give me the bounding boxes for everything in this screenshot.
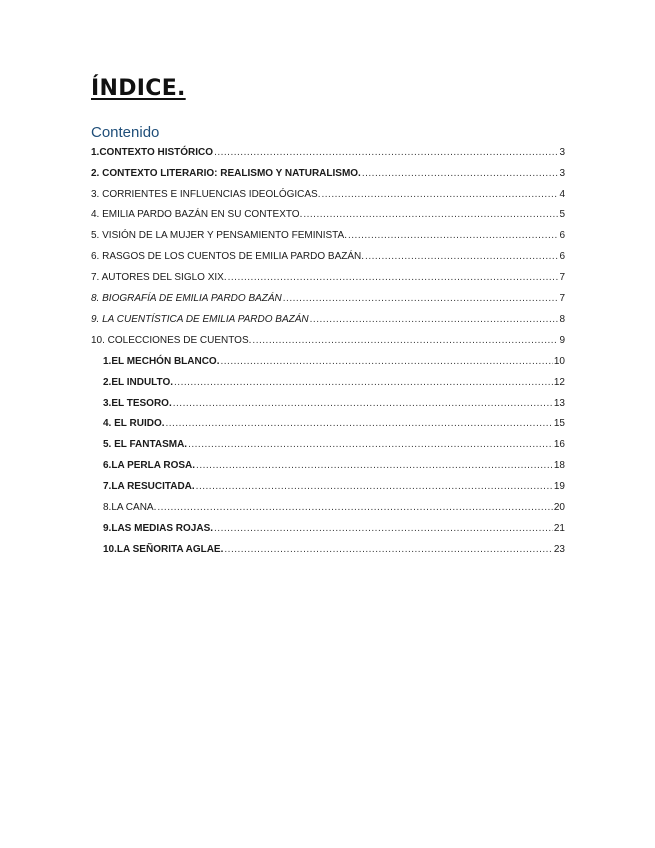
toc-entry-page: 9 — [559, 335, 565, 346]
toc-entry-label: 3. CORRIENTES E INFLUENCIAS IDEOLÓGICAS. — [91, 189, 321, 200]
toc-entry-label: 8. BIOGRAFÍA DE EMILIA PARDO BAZÁN — [91, 293, 282, 304]
dot-leader — [283, 293, 559, 305]
toc-entry-label: 7.LA RESUCITADA. — [103, 481, 195, 492]
dot-leader — [348, 230, 558, 242]
toc-entry-page: 8 — [559, 314, 565, 325]
dot-leader — [221, 356, 553, 368]
toc-entry-label: 6. RASGOS DE LOS CUENTOS DE EMILIA PARDO BAZÁN. — [91, 251, 365, 262]
toc-entry[interactable] — [103, 375, 565, 389]
toc-entry[interactable] — [103, 396, 565, 410]
toc-entry-label: 2. CONTEXTO LITERARIO: REALISMO Y NATURALISMO. — [91, 168, 361, 179]
toc-entry-page: 6 — [559, 251, 565, 262]
toc-entry-page: 16 — [553, 439, 565, 450]
toc-entry[interactable] — [91, 228, 565, 242]
dot-leader — [196, 460, 553, 472]
toc-entry[interactable] — [91, 312, 565, 326]
toc-entry[interactable] — [91, 291, 565, 305]
toc-entry-page: 5 — [559, 209, 565, 220]
toc-entry[interactable] — [103, 500, 565, 514]
toc-entry-page: 21 — [553, 523, 565, 534]
dot-leader — [214, 523, 553, 535]
toc-entry-label: 6.LA PERLA ROSA. — [103, 460, 196, 471]
dot-leader — [166, 418, 553, 430]
toc-entry[interactable] — [91, 145, 565, 159]
dot-leader — [362, 168, 559, 180]
toc-entry-label: 3.EL TESORO. — [103, 398, 172, 409]
toc-entry-page: 6 — [559, 230, 565, 241]
dot-leader — [188, 439, 553, 451]
dot-leader — [224, 544, 552, 556]
dot-leader — [173, 398, 553, 410]
toc-entry[interactable] — [91, 166, 565, 180]
toc-entry[interactable] — [103, 479, 565, 493]
dot-leader — [365, 251, 558, 263]
index-title: ÍNDICE. — [91, 76, 186, 101]
toc-entry-page: 7 — [559, 293, 565, 304]
toc-entry[interactable] — [91, 333, 565, 347]
toc-entry-page: 3 — [559, 147, 565, 158]
toc-entry-label: 10. COLECCIONES DE CUENTOS. — [91, 335, 252, 346]
toc-entry[interactable] — [103, 354, 565, 368]
dot-leader — [310, 314, 559, 326]
toc-entry-label: 9. LA CUENTÍSTICA DE EMILIA PARDO BAZÁN — [91, 314, 309, 325]
toc-entry-page: 12 — [553, 377, 565, 388]
toc-entry-label: 4. EL RUIDO. — [103, 418, 165, 429]
contents-heading: Contenido — [91, 124, 160, 141]
toc-entry-label: 7. AUTORES DEL SIGLO XIX. — [91, 272, 227, 283]
toc-entry-page: 19 — [553, 481, 565, 492]
dot-leader — [196, 481, 553, 493]
toc-entry-label: 2.EL INDULTO. — [103, 377, 174, 388]
dot-leader — [228, 272, 559, 284]
dot-leader — [174, 377, 553, 389]
toc-entry[interactable] — [103, 458, 565, 472]
toc-entry-page: 7 — [559, 272, 565, 283]
dot-leader — [252, 335, 558, 347]
dot-leader — [303, 209, 558, 221]
toc-entry[interactable] — [91, 187, 565, 201]
toc-entry-page: 15 — [553, 418, 565, 429]
toc-entry-label: 8.LA CANA. — [103, 502, 157, 513]
toc-entry-page: 4 — [559, 189, 565, 200]
dot-leader — [157, 502, 553, 514]
toc-entry-label: 5. VISIÓN DE LA MUJER Y PENSAMIENTO FEMINISTA. — [91, 230, 347, 241]
dot-leader — [214, 147, 558, 159]
toc-entry[interactable] — [103, 416, 565, 430]
toc-entry[interactable] — [103, 437, 565, 451]
toc-entry[interactable] — [103, 521, 565, 535]
toc-entry-page: 3 — [559, 168, 565, 179]
toc-entry-page: 23 — [553, 544, 565, 555]
toc-entry[interactable] — [91, 270, 565, 284]
toc-entry-label: 1.EL MECHÓN BLANCO. — [103, 356, 220, 367]
toc-entry-page: 20 — [553, 502, 565, 513]
toc-entry-page: 13 — [553, 398, 565, 409]
toc-entry-label: 10.LA SEÑORITA AGLAE. — [103, 544, 224, 555]
toc-entry-label: 5. EL FANTASMA. — [103, 439, 188, 450]
toc-entry-label: 4. EMILIA PARDO BAZÁN EN SU CONTEXTO. — [91, 209, 303, 220]
toc-entry[interactable] — [91, 249, 565, 263]
toc-entry-label: 9.LAS MEDIAS ROJAS. — [103, 523, 214, 534]
toc-entry[interactable] — [103, 542, 565, 556]
toc-entry-page: 18 — [553, 460, 565, 471]
toc-entry[interactable] — [91, 207, 565, 221]
toc-entry-label: 1.CONTEXTO HISTÓRICO — [91, 147, 214, 158]
dot-leader — [322, 189, 559, 201]
toc-entry-page: 10 — [553, 356, 565, 367]
